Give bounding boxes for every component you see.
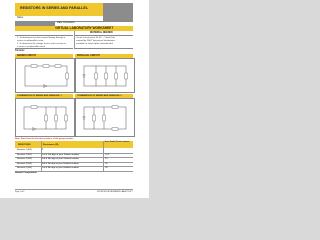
page-title: RESISTORS IN SERIES AND PARALLEL xyxy=(20,6,89,10)
table-header-row xyxy=(15,141,133,148)
materials-list xyxy=(74,35,133,49)
table-note: Note: Start from the last two numbers of the group number. xyxy=(15,138,74,140)
resistor-name-cell: Resistor 3 (R3) xyxy=(17,158,32,161)
table-row xyxy=(15,166,133,172)
series-circuit-title: SERIES CIRCUIT xyxy=(17,54,37,57)
resistor-symbol xyxy=(125,73,127,79)
objectives-list xyxy=(15,35,73,49)
parallel-circuit-diagram xyxy=(76,59,134,92)
parallel-circuit-panel xyxy=(75,58,135,93)
resistor-symbol xyxy=(55,115,57,121)
resistance-cell: 5th & 6th digit of your Student number xyxy=(42,162,79,165)
resistor-symbol xyxy=(31,65,37,67)
page-footer xyxy=(15,189,133,193)
resistor-symbol xyxy=(112,106,118,108)
material-line: Circuit Construction Kit DC – Virtual Lab xyxy=(76,36,115,39)
resistance-cell: 3rd & 4th digit of your Student number xyxy=(42,158,79,161)
resistor-symbol xyxy=(115,73,117,79)
combination-1-diagram xyxy=(16,99,74,136)
resistor-name-cell: Resistor 4 (R4) xyxy=(17,162,32,165)
objective-line: a series circuit/parallel circuit. xyxy=(17,45,46,48)
resistor-symbol xyxy=(103,115,105,121)
resistance-cell: 2 xyxy=(42,149,44,152)
materials-heading: MATERIAL NEEDED xyxy=(90,31,113,34)
footer-page-number: Page 1 of 3 xyxy=(15,190,25,193)
material-line: available at: https://phet.colorado.edu/ xyxy=(76,42,113,45)
sample-computation-label: Sample Computation xyxy=(15,172,37,174)
combination-2-title: COMBINATION OF SERIES AND PARALLEL 2 xyxy=(77,95,122,97)
resistor-name-cell: Resistor 2 (R2) xyxy=(17,153,32,156)
resistor-symbol xyxy=(65,115,67,121)
resistor-symbol xyxy=(112,128,118,130)
combination-1-title: COMBINATION OF SERIES AND PARALLEL 1 xyxy=(17,95,62,97)
column-header-resistance: Resistance (Ω) xyxy=(43,143,59,146)
resistance-cell: 1st & 2nd digit of your Student number xyxy=(42,153,80,156)
series-parallel-cell: 16 xyxy=(105,162,108,165)
material-line: created by PhET Interactive Simulations, xyxy=(76,39,116,42)
parallel-circuit-title: PARALLEL CIRCUIT xyxy=(77,54,100,57)
resistor-symbol xyxy=(105,73,107,79)
worksheet-page xyxy=(0,0,149,198)
resistor-symbol xyxy=(66,73,68,79)
objective-line: 1. To determine the total current flowing through a xyxy=(17,36,66,39)
circuits-label: Circuits: xyxy=(15,49,25,52)
header-dark-block xyxy=(103,3,133,16)
series-circuit-panel xyxy=(15,58,75,93)
banner-text: VIRTUAL LABORATORY WORKSHEET xyxy=(55,26,114,30)
combination-2-diagram xyxy=(76,99,134,136)
series-parallel-cell: 12.5 xyxy=(105,153,110,156)
objective-line: 2. To determine the voltage across each resistor in xyxy=(17,42,66,45)
resistor-symbol xyxy=(31,106,37,108)
series-parallel-cell: 15 xyxy=(105,158,108,161)
resistor-name-cell: Resistor 1 (R1) xyxy=(17,149,32,152)
series-circuit-diagram xyxy=(16,59,74,92)
footer-course-name: PHYSICS FOR ENGINEERS LAB ACTIVITY xyxy=(97,190,133,193)
combination-1-panel xyxy=(15,98,75,137)
circuit-loop xyxy=(25,66,67,86)
column-header-resistors: RESISTORS xyxy=(18,143,31,146)
column-header-series-parallel: Series-Parallel Circuit resistance xyxy=(104,142,130,143)
resistor-symbol xyxy=(93,115,95,121)
resistor-name-cell: Resistor 5 (R5) xyxy=(17,167,32,170)
resistor-symbol xyxy=(43,65,49,67)
date-completed-label: Date Completed xyxy=(57,21,75,25)
series-parallel-cell: 18 xyxy=(105,167,108,170)
name-label: Name xyxy=(17,16,24,20)
resistor-symbol xyxy=(45,115,47,121)
objective-line: series circuit/parallel circuit. xyxy=(17,39,44,42)
resistor-symbol xyxy=(95,73,97,79)
resistance-cell: 7th & 8th digit of your Student number xyxy=(42,167,79,170)
resistor-symbol xyxy=(55,65,61,67)
combination-2-panel xyxy=(75,98,135,137)
